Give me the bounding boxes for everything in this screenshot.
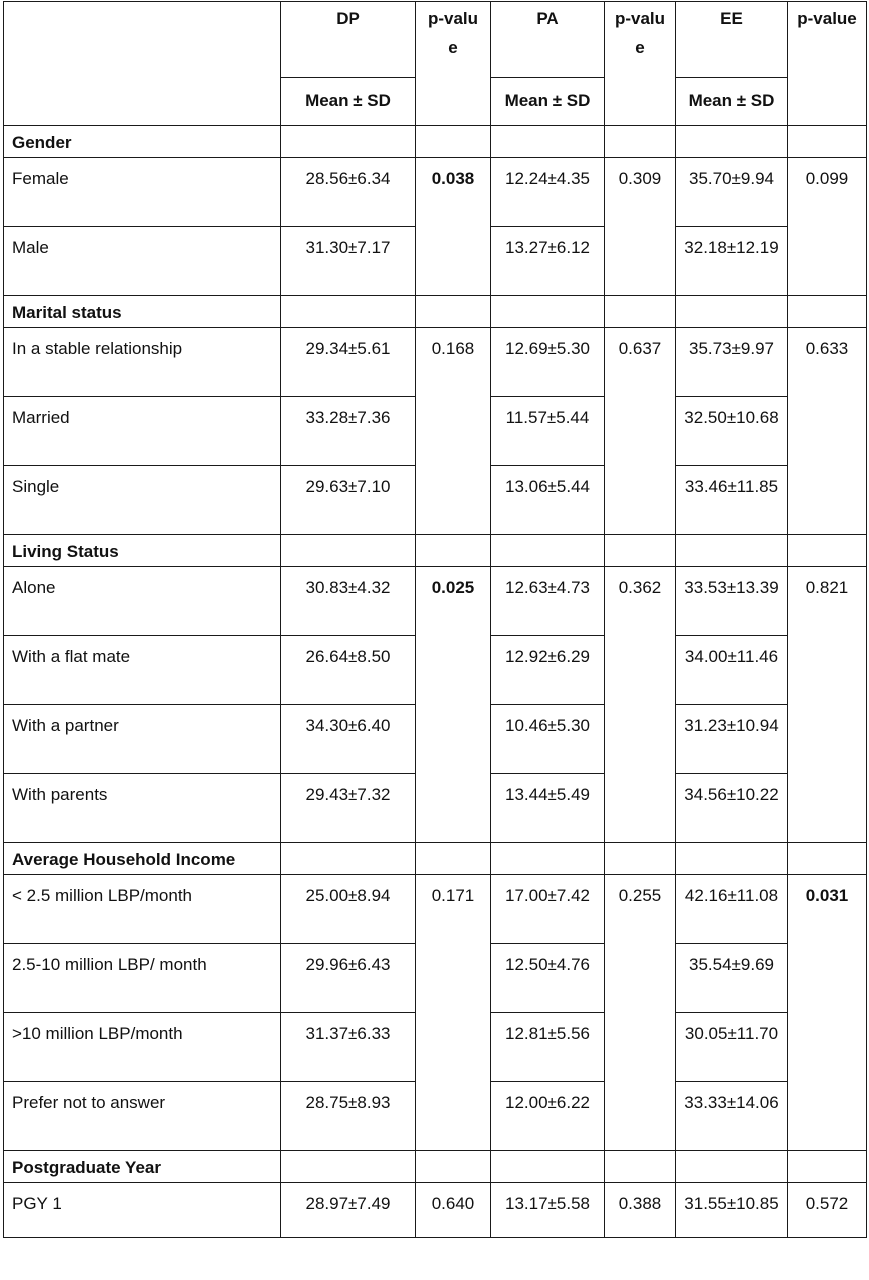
ee-mean-sd: 31.23±10.94 <box>676 705 788 774</box>
ee-mean-sd: 33.53±13.39 <box>676 567 788 636</box>
table-row <box>4 875 867 944</box>
empty-cell <box>491 126 605 158</box>
table-row <box>4 1183 867 1238</box>
empty-cell <box>281 843 416 875</box>
dp-mean-sd: 29.43±7.32 <box>281 774 416 843</box>
header-pvalue-pa: p-value <box>605 2 676 126</box>
pa-mean-sd: 12.63±4.73 <box>491 567 605 636</box>
empty-cell <box>605 126 676 158</box>
empty-cell <box>281 126 416 158</box>
empty-cell <box>676 296 788 328</box>
pa-p-value: 0.388 <box>605 1183 676 1238</box>
ee-p-value: 0.099 <box>788 158 867 296</box>
pa-p-value: 0.362 <box>605 567 676 843</box>
empty-cell <box>788 296 867 328</box>
dp-mean-sd: 33.28±7.36 <box>281 397 416 466</box>
dp-mean-sd: 26.64±8.50 <box>281 636 416 705</box>
ee-mean-sd: 32.50±10.68 <box>676 397 788 466</box>
empty-cell <box>416 126 491 158</box>
empty-cell <box>788 126 867 158</box>
dp-mean-sd: 31.37±6.33 <box>281 1013 416 1082</box>
section-title: Postgraduate Year <box>4 1151 281 1183</box>
header-pvalue-dp: p-value <box>416 2 491 126</box>
row-label: Prefer not to answer <box>4 1082 281 1151</box>
dp-p-value: 0.168 <box>416 328 491 535</box>
dp-p-value: 0.038 <box>416 158 491 296</box>
ee-mean-sd: 35.70±9.94 <box>676 158 788 227</box>
row-label: In a stable relationship <box>4 328 281 397</box>
pa-mean-sd: 12.69±5.30 <box>491 328 605 397</box>
empty-cell <box>605 1151 676 1183</box>
ee-mean-sd: 42.16±11.08 <box>676 875 788 944</box>
dp-p-value: 0.171 <box>416 875 491 1151</box>
row-label: Single <box>4 466 281 535</box>
dp-mean-sd: 28.56±6.34 <box>281 158 416 227</box>
section-title: Average Household Income <box>4 843 281 875</box>
empty-cell <box>416 843 491 875</box>
dp-mean-sd: 29.34±5.61 <box>281 328 416 397</box>
header-ee: EE <box>676 2 788 78</box>
section-header-row <box>4 296 867 328</box>
header-row-1 <box>4 2 867 78</box>
dp-mean-sd: 30.83±4.32 <box>281 567 416 636</box>
dp-p-value: 0.640 <box>416 1183 491 1238</box>
row-label: With a partner <box>4 705 281 774</box>
pa-mean-sd: 13.44±5.49 <box>491 774 605 843</box>
pa-mean-sd: 12.92±6.29 <box>491 636 605 705</box>
ee-p-value: 0.821 <box>788 567 867 843</box>
empty-cell <box>605 535 676 567</box>
pa-mean-sd: 13.17±5.58 <box>491 1183 605 1238</box>
section-title: Marital status <box>4 296 281 328</box>
section-title: Living Status <box>4 535 281 567</box>
pa-mean-sd: 11.57±5.44 <box>491 397 605 466</box>
section-header-row <box>4 1151 867 1183</box>
dp-mean-sd: 31.30±7.17 <box>281 227 416 296</box>
pa-mean-sd: 13.06±5.44 <box>491 466 605 535</box>
section-header-row <box>4 535 867 567</box>
empty-cell <box>416 296 491 328</box>
dp-mean-sd: 29.63±7.10 <box>281 466 416 535</box>
empty-cell <box>491 1151 605 1183</box>
burnout-table <box>3 1 867 1238</box>
pa-mean-sd: 17.00±7.42 <box>491 875 605 944</box>
pa-mean-sd: 12.81±5.56 <box>491 1013 605 1082</box>
row-label: < 2.5 million LBP/month <box>4 875 281 944</box>
pa-mean-sd: 10.46±5.30 <box>491 705 605 774</box>
row-label: Male <box>4 227 281 296</box>
header-pa: PA <box>491 2 605 78</box>
row-label: Female <box>4 158 281 227</box>
empty-cell <box>676 1151 788 1183</box>
dp-mean-sd: 28.75±8.93 <box>281 1082 416 1151</box>
empty-cell <box>281 296 416 328</box>
ee-p-value: 0.633 <box>788 328 867 535</box>
section-title: Gender <box>4 126 281 158</box>
row-label: PGY 1 <box>4 1183 281 1238</box>
pa-p-value: 0.255 <box>605 875 676 1151</box>
empty-cell <box>416 535 491 567</box>
table-row <box>4 567 867 636</box>
table-row <box>4 328 867 397</box>
dp-mean-sd: 29.96±6.43 <box>281 944 416 1013</box>
empty-cell <box>788 843 867 875</box>
row-label: 2.5-10 million LBP/ month <box>4 944 281 1013</box>
header-dp: DP <box>281 2 416 78</box>
section-header-row <box>4 843 867 875</box>
ee-p-value: 0.031 <box>788 875 867 1151</box>
empty-cell <box>676 843 788 875</box>
empty-cell <box>281 1151 416 1183</box>
empty-cell <box>676 535 788 567</box>
ee-p-value: 0.572 <box>788 1183 867 1238</box>
ee-mean-sd: 33.46±11.85 <box>676 466 788 535</box>
row-label: With parents <box>4 774 281 843</box>
header-mean-sd-dp: Mean ± SD <box>281 78 416 126</box>
table-body <box>4 2 867 1238</box>
empty-cell <box>491 296 605 328</box>
dp-mean-sd: 25.00±8.94 <box>281 875 416 944</box>
pa-p-value: 0.309 <box>605 158 676 296</box>
pa-mean-sd: 13.27±6.12 <box>491 227 605 296</box>
pa-mean-sd: 12.00±6.22 <box>491 1082 605 1151</box>
header-empty-cell <box>4 2 281 126</box>
ee-mean-sd: 33.33±14.06 <box>676 1082 788 1151</box>
ee-mean-sd: 30.05±11.70 <box>676 1013 788 1082</box>
ee-mean-sd: 32.18±12.19 <box>676 227 788 296</box>
header-mean-sd-ee: Mean ± SD <box>676 78 788 126</box>
row-label: With a flat mate <box>4 636 281 705</box>
section-header-row <box>4 126 867 158</box>
ee-mean-sd: 35.54±9.69 <box>676 944 788 1013</box>
dp-p-value: 0.025 <box>416 567 491 843</box>
row-label: Married <box>4 397 281 466</box>
pa-mean-sd: 12.24±4.35 <box>491 158 605 227</box>
dp-mean-sd: 34.30±6.40 <box>281 705 416 774</box>
empty-cell <box>605 296 676 328</box>
table-row <box>4 158 867 227</box>
empty-cell <box>491 843 605 875</box>
empty-cell <box>416 1151 491 1183</box>
ee-mean-sd: 34.56±10.22 <box>676 774 788 843</box>
ee-mean-sd: 31.55±10.85 <box>676 1183 788 1238</box>
empty-cell <box>676 126 788 158</box>
ee-mean-sd: 34.00±11.46 <box>676 636 788 705</box>
row-label: Alone <box>4 567 281 636</box>
header-pvalue-ee: p-value <box>788 2 867 126</box>
empty-cell <box>788 535 867 567</box>
empty-cell <box>491 535 605 567</box>
row-label: >10 million LBP/month <box>4 1013 281 1082</box>
ee-mean-sd: 35.73±9.97 <box>676 328 788 397</box>
empty-cell <box>788 1151 867 1183</box>
empty-cell <box>281 535 416 567</box>
pa-p-value: 0.637 <box>605 328 676 535</box>
pa-mean-sd: 12.50±4.76 <box>491 944 605 1013</box>
empty-cell <box>605 843 676 875</box>
dp-mean-sd: 28.97±7.49 <box>281 1183 416 1238</box>
header-mean-sd-pa: Mean ± SD <box>491 78 605 126</box>
